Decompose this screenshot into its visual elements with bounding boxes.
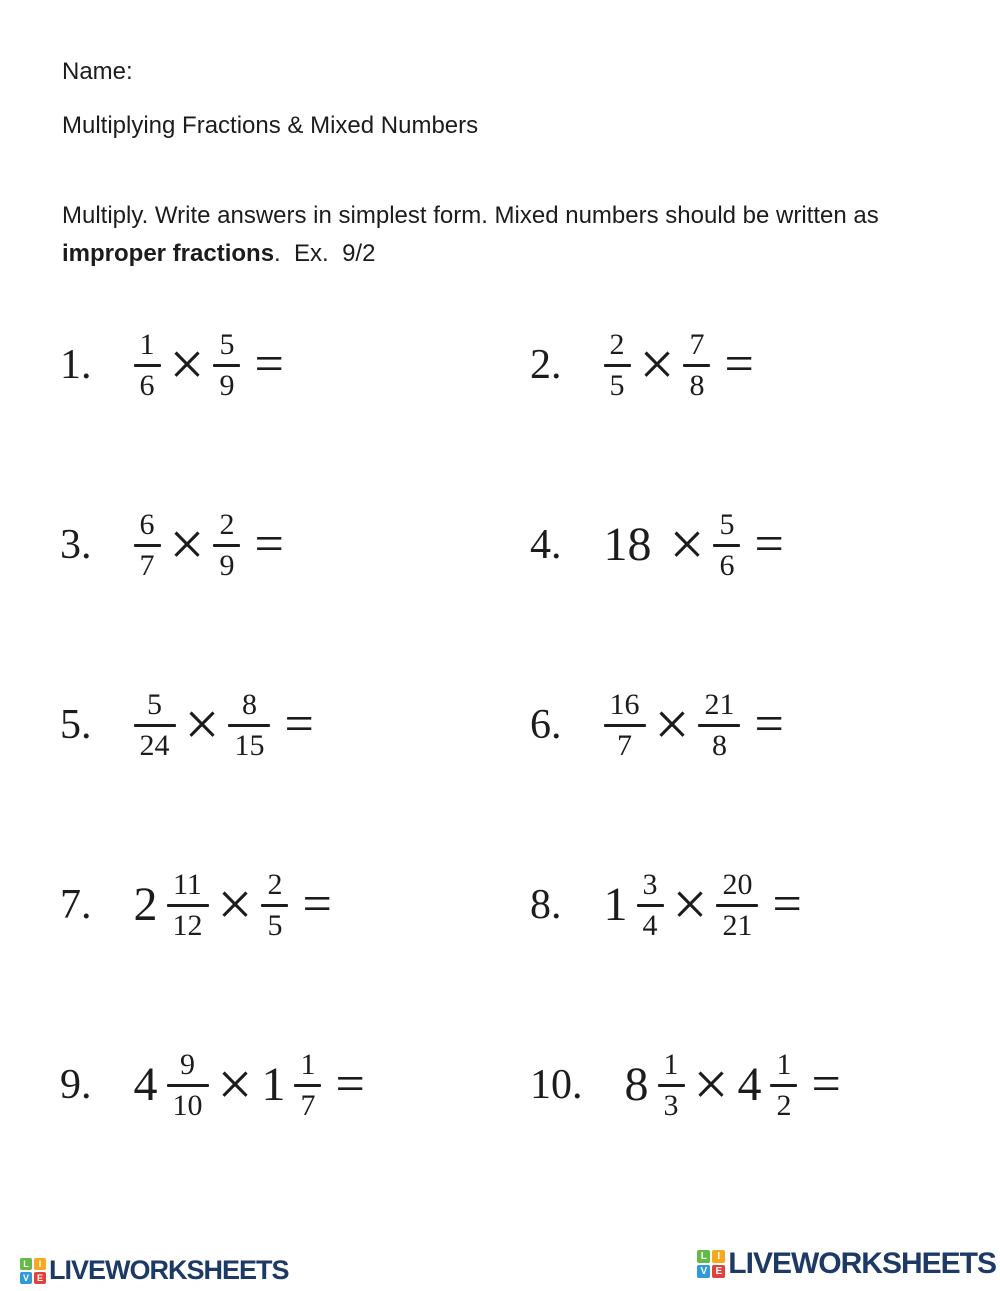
liveworksheets-wordmark: LIVEWORKSHEETS (49, 1255, 289, 1285)
times-sign: × (672, 871, 708, 939)
times-sign: × (639, 331, 675, 399)
expression (134, 1048, 365, 1122)
numerator: 8 (241, 687, 257, 721)
times-sign: × (654, 691, 690, 759)
fraction (167, 868, 209, 942)
numerator: 5 (219, 327, 235, 361)
fraction (134, 508, 161, 582)
whole-number: 1 (603, 878, 628, 931)
fraction-bar (134, 364, 161, 367)
logo-square-l: L (697, 1250, 710, 1263)
fraction-bar (213, 544, 240, 547)
problem-number: 8. (530, 882, 562, 928)
fraction-bar (713, 544, 740, 547)
denominator: 4 (642, 908, 658, 942)
fraction-bar (698, 724, 740, 727)
fraction-bar (261, 904, 288, 907)
equals-sign: = (754, 516, 784, 573)
fraction (134, 688, 176, 762)
numerator: 2 (609, 327, 625, 361)
equals-sign: = (254, 516, 284, 573)
fraction-bar (637, 904, 664, 907)
instructions-bold-text: improper fractions (62, 240, 275, 267)
numerator: 1 (776, 1047, 792, 1081)
problem-number: 9. (60, 1062, 92, 1108)
fraction-bar (294, 1084, 321, 1087)
numerator: 2 (219, 507, 235, 541)
fraction-bar (604, 724, 646, 727)
denominator: 5 (609, 368, 625, 402)
denominator: 3 (663, 1088, 679, 1122)
problem-1 (0, 275, 500, 455)
fraction (637, 868, 664, 942)
instructions (62, 197, 902, 273)
problem-5 (0, 635, 500, 815)
fraction (604, 328, 631, 402)
denominator: 12 (172, 908, 203, 942)
denominator: 9 (219, 548, 235, 582)
logo-square-v: V (697, 1265, 710, 1278)
expression (625, 1048, 841, 1122)
denominator: 10 (172, 1088, 203, 1122)
numerator: 1 (139, 327, 155, 361)
whole-number: 4 (737, 1058, 762, 1111)
expression (604, 868, 802, 942)
whole-number: 2 (133, 878, 158, 931)
problem-7 (0, 815, 500, 995)
times-sign: × (217, 1051, 253, 1119)
fraction (770, 1048, 797, 1122)
fraction (698, 688, 740, 762)
problem-number: 7. (60, 882, 92, 928)
fraction (683, 328, 710, 402)
numerator: 1 (300, 1047, 316, 1081)
expression (604, 508, 784, 582)
equals-sign: = (302, 876, 332, 933)
denominator: 9 (219, 368, 235, 402)
numerator: 1 (663, 1047, 679, 1081)
fraction-bar (167, 904, 209, 907)
fraction-bar (716, 904, 758, 907)
denominator: 5 (267, 908, 283, 942)
problem-10 (500, 995, 1000, 1175)
liveworksheets-logo-icon (20, 1258, 46, 1284)
denominator: 7 (139, 548, 155, 582)
numerator: 5 (147, 687, 162, 721)
times-sign: × (217, 871, 253, 939)
whole-number: 1 (261, 1058, 286, 1111)
denominator: 21 (722, 908, 753, 942)
problem-number: 3. (60, 522, 92, 568)
expression (604, 688, 784, 762)
fraction-bar (683, 364, 710, 367)
denominator: 2 (776, 1088, 792, 1122)
equals-sign: = (335, 1056, 365, 1113)
problems-grid (0, 275, 1000, 1175)
fraction-bar (228, 724, 270, 727)
fraction (167, 1048, 209, 1122)
fraction (604, 688, 646, 762)
denominator: 7 (617, 728, 632, 762)
denominator: 24 (139, 728, 170, 762)
instructions-text: Multiply. Write answers in simplest form. Mixed numbers should be written as (62, 202, 879, 229)
fraction-bar (134, 724, 176, 727)
liveworksheets-wordmark: LIVEWORKSHEETS (728, 1247, 996, 1280)
problem-6 (500, 635, 1000, 815)
numerator: 2 (267, 867, 283, 901)
problem-number: 4. (530, 522, 562, 568)
fraction (213, 508, 240, 582)
whole-number: 18 (603, 518, 652, 571)
problem-number: 5. (60, 702, 92, 748)
times-sign: × (693, 1051, 729, 1119)
denominator: 8 (689, 368, 705, 402)
problem-2 (500, 275, 1000, 455)
numerator: 20 (722, 867, 753, 901)
expression (134, 868, 332, 942)
numerator: 7 (689, 327, 705, 361)
whole-number: 8 (624, 1058, 649, 1111)
logo-square-i: I (34, 1258, 46, 1270)
logo-square-v: V (20, 1272, 32, 1284)
name-label: Name: (62, 58, 133, 85)
numerator: 6 (139, 507, 155, 541)
numerator: 11 (173, 867, 202, 901)
numerator: 3 (642, 867, 658, 901)
fraction (134, 328, 161, 402)
times-sign: × (184, 691, 220, 759)
equals-sign: = (254, 336, 284, 393)
numerator: 16 (609, 687, 640, 721)
denominator: 15 (234, 728, 265, 762)
times-sign: × (669, 511, 705, 579)
expression (134, 508, 284, 582)
fraction (294, 1048, 321, 1122)
worksheet-title: Multiplying Fractions & Mixed Numbers (62, 112, 479, 139)
whole-number: 4 (133, 1058, 158, 1111)
logo-square-e: E (34, 1272, 46, 1284)
fraction (713, 508, 740, 582)
fraction-bar (770, 1084, 797, 1087)
equals-sign: = (724, 336, 754, 393)
equals-sign: = (811, 1056, 841, 1113)
times-sign: × (169, 511, 205, 579)
fraction (261, 868, 288, 942)
problem-number: 10. (530, 1062, 583, 1108)
times-sign: × (169, 331, 205, 399)
equals-sign: = (772, 876, 802, 933)
fraction (658, 1048, 685, 1122)
equals-sign: = (284, 696, 314, 753)
problem-9 (0, 995, 500, 1175)
denominator: 8 (711, 728, 727, 762)
expression (134, 328, 284, 402)
equals-sign: = (754, 696, 784, 753)
denominator: 6 (139, 368, 155, 402)
instructions-example: . Ex. 9/2 (274, 240, 376, 267)
fraction-bar (134, 544, 161, 547)
fraction (716, 868, 758, 942)
logo-square-i: I (712, 1250, 725, 1263)
expression (134, 688, 314, 762)
problem-number: 1. (60, 342, 92, 388)
problem-8 (500, 815, 1000, 995)
liveworksheets-logo-left (20, 1255, 289, 1286)
fraction (213, 328, 240, 402)
liveworksheets-logo-right (697, 1247, 996, 1281)
numerator: 5 (719, 507, 735, 541)
fraction-bar (167, 1084, 209, 1087)
numerator: 9 (180, 1047, 195, 1081)
problem-3 (0, 455, 500, 635)
denominator: 7 (300, 1088, 316, 1122)
denominator: 6 (719, 548, 735, 582)
liveworksheets-logo-icon (697, 1250, 725, 1278)
fraction-bar (604, 364, 631, 367)
problem-number: 6. (530, 702, 562, 748)
logo-square-e: E (712, 1265, 725, 1278)
expression (604, 328, 754, 402)
problem-number: 2. (530, 342, 562, 388)
numerator: 21 (704, 687, 735, 721)
fraction (228, 688, 270, 762)
fraction-bar (658, 1084, 685, 1087)
logo-square-l: L (20, 1258, 32, 1270)
fraction-bar (213, 364, 240, 367)
problem-4 (500, 455, 1000, 635)
